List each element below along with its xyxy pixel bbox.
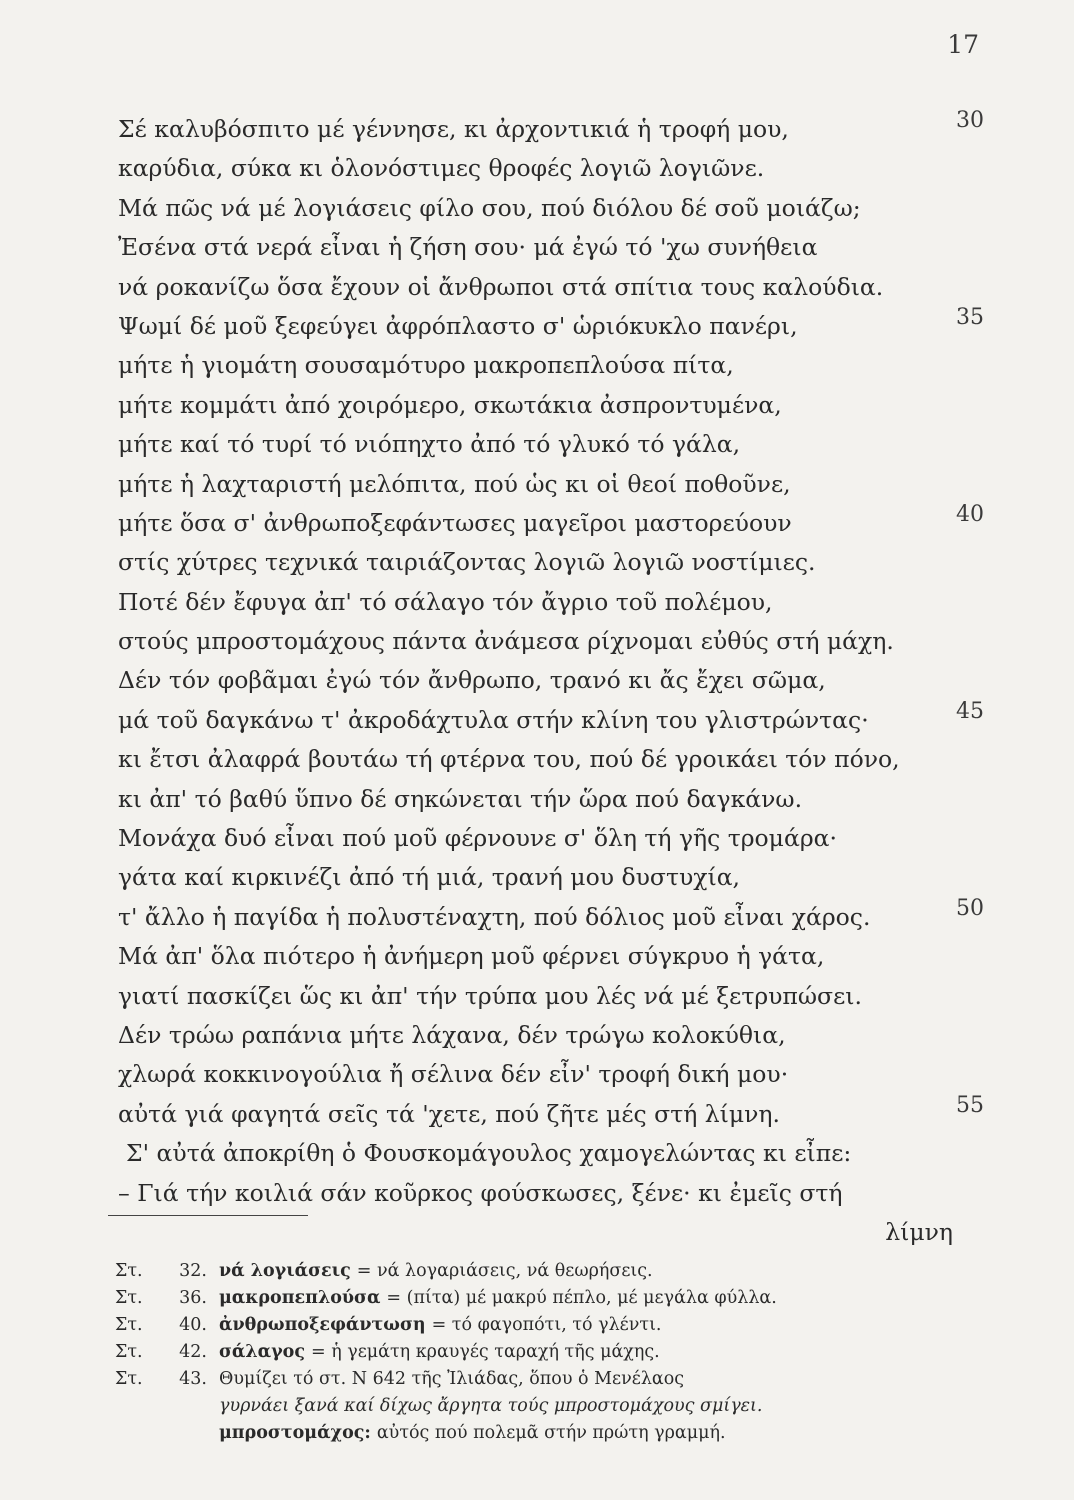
- verse-line: [118, 858, 998, 897]
- footnote-text: = ἡ γεμάτη κραυγές ταραχή τῆς μάχης.: [311, 1342, 660, 1362]
- verse-text: τ' ἄλλο ἡ παγίδα ἡ πολυστέναχτη, πού δόλιος μοῦ εἶναι χάρος.: [118, 902, 871, 931]
- verse-text: Ἐσένα στά νερά εἶναι ἡ ζήση σου· μά ἐγώ τό 'χω συνήθεια: [118, 233, 818, 262]
- line-number: 35: [956, 304, 984, 330]
- footnotes: [115, 1258, 975, 1447]
- footnote-term: νά λογιάσεις: [219, 1261, 351, 1281]
- verse-line: [118, 543, 998, 582]
- verse-line: [118, 622, 998, 661]
- line-number: 55: [956, 1092, 984, 1118]
- footnote-term: ἀνθρωποξεφάντωση: [219, 1315, 426, 1335]
- verse-text: μήτε κομμάτι ἀπό χοιρόμερο, σκωτάκια ἀσπροντυμένα,: [118, 390, 782, 419]
- verse-line: [118, 583, 998, 622]
- verse-line: [118, 465, 998, 504]
- verse-line: [118, 1213, 998, 1252]
- verse-line: [118, 425, 998, 464]
- page-number: 17: [947, 30, 979, 59]
- footnote: [115, 1312, 975, 1339]
- footnote-prefix: Στ.: [115, 1369, 143, 1389]
- verse-line: [118, 346, 998, 385]
- verse-text: μά τοῦ δαγκάνω τ' ἀκροδάχτυλα στήν κλίνη του γλιστρώντας·: [118, 705, 869, 734]
- footnote-continuation: [115, 1420, 975, 1447]
- verse-line: [118, 1016, 998, 1055]
- verse-line: [118, 937, 998, 976]
- line-number: 40: [956, 501, 984, 527]
- footnote-term: μπροστομάχος:: [219, 1423, 371, 1443]
- verse-text: Σέ καλυβόσπιτο μέ γέννησε, κι ἀρχοντικιά ἡ τροφή μου,: [118, 115, 789, 143]
- footnote-term: μακροπεπλούσα: [219, 1288, 381, 1308]
- footnote-line-ref: 42.: [179, 1342, 207, 1362]
- verse-line: [118, 386, 998, 425]
- verse-line: [118, 304, 998, 346]
- line-number: 30: [956, 108, 984, 133]
- verse-line: [118, 661, 998, 700]
- footnote-continuation: [115, 1393, 975, 1420]
- verse-text: λίμνη: [885, 1217, 953, 1246]
- verse-line: [118, 895, 998, 937]
- verse-text: γιατί πασκίζει ὥς κι ἀπ' τήν τρύπα μου λές νά μέ ξετρυπώσει.: [118, 981, 862, 1010]
- verse-line: [118, 149, 998, 188]
- footnote-prefix: Στ.: [115, 1261, 143, 1281]
- verse-text: Δέν τόν φοβᾶμαι ἐγώ τόν ἄνθρωπο, τρανό κι ἄς ἔχει σῶμα,: [118, 666, 826, 695]
- verse-line: [118, 819, 998, 858]
- verse-line: [118, 1134, 998, 1173]
- footnote-text: = (πίτα) μέ μακρύ πέπλο, μέ μεγάλα φύλλα.: [386, 1288, 777, 1308]
- verse-text: μήτε ἡ λαχταριστή μελόπιτα, πού ὡς κι οἱ θεοί ποθοῦνε,: [118, 469, 791, 498]
- verse-line: [118, 228, 998, 267]
- verse-line: [118, 780, 998, 819]
- verse-text: κι ἀπ' τό βαθύ ὕπνο δέ σηκώνεται τήν ὥρα πού δαγκάνω.: [118, 784, 803, 813]
- footnote-line-ref: 40.: [179, 1315, 207, 1335]
- verse-text: μήτε καί τό τυρί τό νιόπηχτο ἀπό τό γλυκό τό γάλα,: [118, 430, 741, 459]
- footnote-text: = νά λογαριάσεις, νά θεωρήσεις.: [356, 1261, 653, 1281]
- verse-text: μήτε ὅσα σ' ἀνθρωποξεφάντωσες μαγεῖροι μαστορεύουν: [118, 508, 792, 537]
- footnote-text: Θυμίζει τό στ. Ν 642 τῆς Ἰλιάδας, ὅπου ὁ Μενέλαος: [219, 1369, 685, 1389]
- verse-text: Μά ἀπ' ὅλα πιότερο ἡ ἀνήμερη μοῦ φέρνει σύγκρυο ἡ γάτα,: [118, 942, 825, 971]
- verse-text: Ψωμί δέ μοῦ ξεφεύγει ἀφρόπλαστο σ' ὡριόκυκλο πανέρι,: [118, 311, 798, 340]
- footnote: [115, 1258, 975, 1285]
- footnote: [115, 1285, 975, 1312]
- footnote: [115, 1366, 975, 1393]
- verse-line: [118, 1055, 998, 1094]
- verse-line: [118, 189, 998, 228]
- verse-text: – Γιά τήν κοιλιά σάν κοῦρκος φούσκωσες, ξένε· κι ἐμεῖς στή: [118, 1178, 843, 1207]
- verse-line: [118, 740, 998, 779]
- footnote-prefix: Στ.: [115, 1288, 143, 1308]
- verse-text: Δέν τρώω ραπάνια μήτε λάχανα, δέν τρώγω κολοκύθια,: [118, 1020, 786, 1049]
- verse-text: γάτα καί κιρκινέζι ἀπό τή μιά, τρανή μου δυστυχία,: [118, 863, 741, 892]
- footnote-prefix: Στ.: [115, 1315, 143, 1335]
- line-number: 50: [956, 895, 984, 921]
- footnote-term: σάλαγος: [219, 1342, 305, 1362]
- verse-text: στούς μπροστομάχους πάντα ἀνάμεσα ρίχνομαι εὐθύς στή μάχη.: [118, 627, 894, 656]
- verse-text: καρύδια, σύκα κι ὁλονόστιμες θροφές λογιῶ λογιῶνε.: [118, 154, 765, 183]
- verse-line: [118, 501, 998, 543]
- footnote-quote: γυρνάει ξανά καί δίχως ἄργητα τούς μπροστομάχους σμίγει.: [219, 1396, 763, 1416]
- poem-body: [118, 110, 998, 1252]
- verse-line: [118, 1174, 998, 1213]
- verse-line: [118, 698, 998, 740]
- verse-text: αὐτά γιά φαγητά σεῖς τά 'χετε, πού ζῆτε μές στή λίμνη.: [118, 1099, 780, 1128]
- verse-text: Μονάχα δυό εἶναι πού μοῦ φέρνουνε σ' ὅλη τή γῆς τρομάρα·: [118, 824, 837, 853]
- verse-line: [118, 110, 998, 149]
- verse-text: μήτε ἡ γιομάτη σουσαμότυρο μακροπεπλούσα πίτα,: [118, 351, 734, 380]
- verse-text: χλωρά κοκκινογούλια ἤ σέλινα δέν εἶν' τροφή δική μου·: [118, 1060, 789, 1089]
- footnote-text: αὐτός πού πολεμᾶ στήν πρώτη γραμμή.: [376, 1423, 726, 1443]
- footnote-divider: [108, 1215, 308, 1216]
- footnote-line-ref: 43.: [179, 1369, 207, 1389]
- verse-text: Ποτέ δέν ἔφυγα ἀπ' τό σάλαγο τόν ἄγριο τοῦ πολέμου,: [118, 587, 773, 616]
- footnote-prefix: Στ.: [115, 1342, 143, 1362]
- verse-line: [118, 268, 998, 307]
- footnote-line-ref: 36.: [179, 1288, 207, 1308]
- footnote-text: = τό φαγοπότι, τό γλέντι.: [431, 1315, 662, 1335]
- verse-line: [118, 977, 998, 1016]
- footnote-line-ref: 32.: [179, 1261, 207, 1281]
- line-number: 45: [956, 698, 984, 724]
- verse-text: Μά πῶς νά μέ λογιάσεις φίλο σου, πού διόλου δέ σοῦ μοιάζω;: [118, 193, 861, 222]
- verse-text: κι ἔτσι ἀλαφρά βουτάω τή φτέρνα του, πού δέ γροικάει τόν πόνο,: [118, 745, 900, 774]
- verse-line: [118, 1092, 998, 1134]
- verse-text: στίς χύτρες τεχνικά ταιριάζοντας λογιῶ λογιῶ νοστίμιες.: [118, 548, 816, 577]
- verse-text: Σ' αὐτά ἀποκρίθη ὁ Φουσκομάγουλος χαμογελώντας κι εἶπε:: [126, 1139, 852, 1168]
- footnote: [115, 1339, 975, 1366]
- verse-text: νά ροκανίζω ὅσα ἔχουν οἱ ἄνθρωποι στά σπίτια τους καλούδια.: [118, 272, 884, 301]
